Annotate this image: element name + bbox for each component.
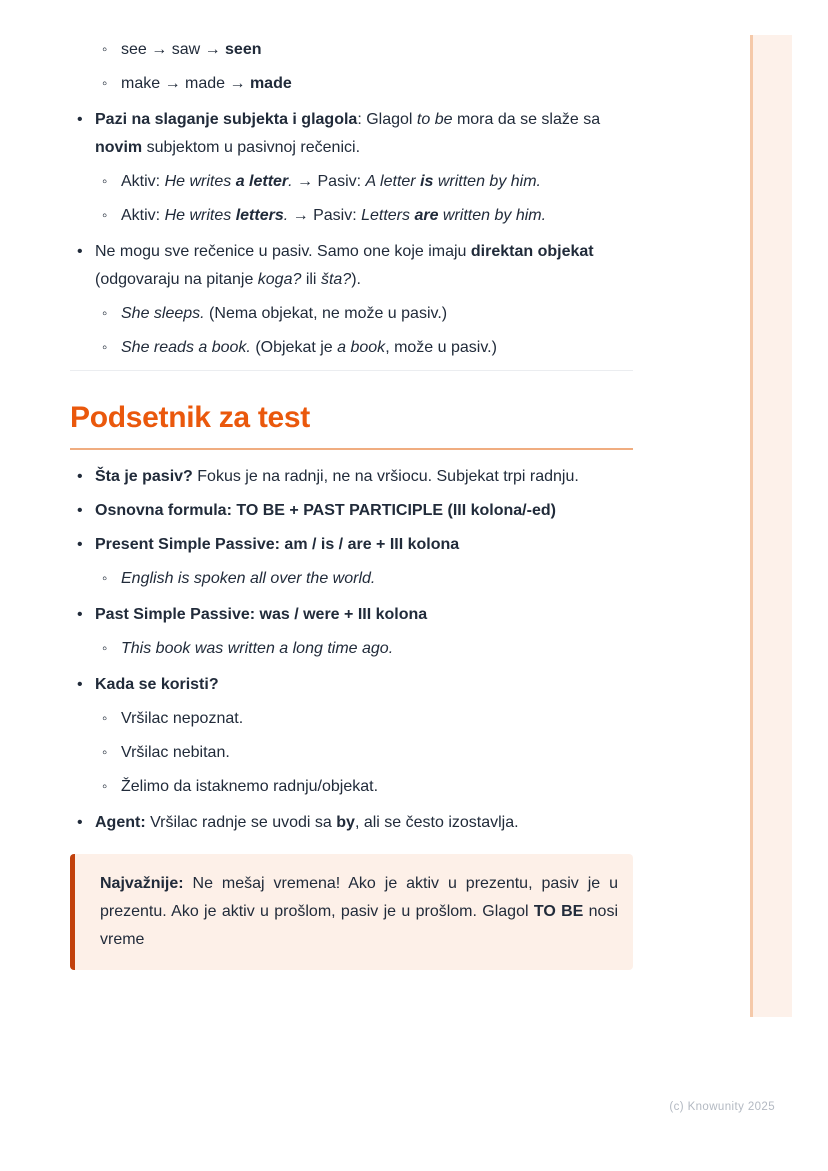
bullet-disc-icon: • xyxy=(77,606,83,623)
text-segment: . xyxy=(283,207,289,224)
test-reminder-list xyxy=(70,463,633,837)
text-segment: by xyxy=(336,814,355,831)
text-segment: is xyxy=(420,173,434,190)
text-segment: Aktiv: xyxy=(121,207,165,224)
decor-sidebar-bar xyxy=(750,35,792,1017)
list-item-text xyxy=(121,202,633,230)
important-callout xyxy=(70,854,633,970)
text-segment: Fokus je na radnji, ne na vršiocu. Subjekat trpi radnju. xyxy=(192,468,579,485)
text-segment: → Pasiv: xyxy=(288,207,362,224)
list-item-group xyxy=(70,531,633,593)
text-segment: → Pasiv: xyxy=(292,173,366,190)
list-item xyxy=(96,705,633,733)
text-segment: Ne mešaj vremena! Ako je aktiv u prezentu, pasiv je u prezentu. Ako je aktiv u prošlom, pasiv je u prošlom. Glagol xyxy=(100,875,618,920)
callout-text xyxy=(100,870,618,954)
bullet-disc-icon: • xyxy=(77,502,83,519)
text-segment: He writes xyxy=(164,173,236,190)
list-item-text xyxy=(121,739,633,767)
bullet-circle-icon: ◦ xyxy=(102,744,108,761)
list-item-text xyxy=(95,531,633,559)
bullet-circle-icon: ◦ xyxy=(102,305,108,322)
text-segment: see → saw → xyxy=(121,41,226,58)
list-item xyxy=(96,70,633,98)
text-segment: : Glagol xyxy=(357,111,417,128)
text-segment: . xyxy=(288,173,293,190)
bullet-disc-icon: • xyxy=(77,243,83,260)
list-item-group xyxy=(70,238,633,362)
bullet-disc-icon: • xyxy=(77,536,83,553)
text-segment: novim xyxy=(95,139,143,156)
bullet-circle-icon: ◦ xyxy=(102,41,108,58)
text-segment: Aktiv: xyxy=(121,173,165,190)
text-segment: Želimo da istaknemo radnju/objekat. xyxy=(121,778,379,795)
copyright-text: (c) Knowunity 2025 xyxy=(669,1101,775,1113)
list-item-text xyxy=(121,773,633,801)
text-segment: Vršilac nepoznat. xyxy=(121,710,244,727)
list-item xyxy=(70,238,633,294)
list-item-group xyxy=(70,106,633,230)
bullet-disc-icon: • xyxy=(77,111,83,128)
list-item xyxy=(96,36,633,64)
bullet-circle-icon: ◦ xyxy=(102,640,108,657)
list-item-group xyxy=(70,70,633,98)
text-segment: nosi vreme xyxy=(100,903,619,948)
text-segment: Kada se koristi? xyxy=(95,676,219,693)
text-segment: Past Simple Passive: was / were + III kolona xyxy=(95,606,428,623)
list-item-group xyxy=(70,36,633,64)
text-segment: a book xyxy=(337,339,386,356)
text-segment: ili xyxy=(301,271,321,288)
list-item-text xyxy=(121,635,633,663)
text-segment: ). xyxy=(351,271,361,288)
text-segment: (Nema objekat, ne može u pasiv.) xyxy=(204,305,448,322)
list-item-text xyxy=(121,334,633,362)
bullet-circle-icon: ◦ xyxy=(102,207,108,224)
bullet-circle-icon: ◦ xyxy=(102,339,108,356)
text-segment: A letter xyxy=(365,173,421,190)
page-footer xyxy=(669,1100,775,1114)
text-segment: Osnovna formula: TO BE + PAST PARTICIPLE (III kolona/-ed) xyxy=(95,502,556,519)
list-item-text xyxy=(95,809,633,837)
text-segment: Vršilac nebitan. xyxy=(121,744,230,761)
passive-rules-list xyxy=(70,106,633,362)
text-segment: This book was written a long time ago. xyxy=(121,640,394,657)
text-segment: šta? xyxy=(320,271,352,288)
list-item xyxy=(96,334,633,362)
text-segment: He writes xyxy=(164,207,236,224)
verb-forms-sublist xyxy=(70,36,633,98)
bullet-circle-icon: ◦ xyxy=(102,570,108,587)
list-item-text xyxy=(121,705,633,733)
list-item-text xyxy=(121,168,633,196)
bullet-disc-icon: • xyxy=(77,676,83,693)
text-segment: Agent: xyxy=(95,814,146,831)
text-segment: Najvažnije: xyxy=(100,875,184,892)
list-item xyxy=(70,809,633,837)
list-item xyxy=(70,106,633,162)
text-segment: (odgovaraju na pitanje xyxy=(95,271,258,288)
list-item-text xyxy=(121,36,633,64)
bullet-disc-icon: • xyxy=(77,814,83,831)
heading-underline xyxy=(70,448,633,450)
bullet-circle-icon: ◦ xyxy=(102,173,108,190)
list-item-group xyxy=(70,671,633,801)
list-item-group xyxy=(70,601,633,663)
list-item xyxy=(70,497,633,525)
list-item xyxy=(96,168,633,196)
list-item-group xyxy=(70,497,633,525)
text-segment: written by him. xyxy=(438,207,547,224)
text-segment: are xyxy=(414,207,439,224)
list-item xyxy=(96,739,633,767)
text-segment: koga? xyxy=(257,271,302,288)
text-segment: , ali se često izostavlja. xyxy=(354,814,519,831)
text-segment: mora da se slaže sa xyxy=(452,111,601,128)
text-segment: a letter xyxy=(235,173,289,190)
text-segment: made xyxy=(249,75,292,92)
list-item xyxy=(70,601,633,629)
list-item xyxy=(96,635,633,663)
text-segment: (Objekat je xyxy=(250,339,338,356)
text-segment: Letters xyxy=(361,207,415,224)
list-item xyxy=(70,671,633,699)
text-segment: Vršilac radnje se uvodi sa xyxy=(145,814,337,831)
list-item-text xyxy=(121,300,633,328)
list-item-text xyxy=(121,70,633,98)
list-item xyxy=(70,463,633,491)
list-item-text xyxy=(95,497,633,525)
section-divider xyxy=(70,370,633,371)
list-item xyxy=(96,565,633,593)
list-item-text xyxy=(95,463,633,491)
text-segment: subjektom u pasivnoj rečenici. xyxy=(142,139,361,156)
text-segment: English is spoken all over the world. xyxy=(121,570,376,587)
text-segment: Šta je pasiv? xyxy=(95,468,193,485)
list-item-text xyxy=(95,106,633,162)
list-item-text xyxy=(95,671,633,699)
list-item xyxy=(96,202,633,230)
list-item-text xyxy=(95,238,633,294)
list-item-text xyxy=(121,565,633,593)
list-item xyxy=(96,300,633,328)
bullet-circle-icon: ◦ xyxy=(102,710,108,727)
list-item-text xyxy=(95,601,633,629)
text-segment: TO BE xyxy=(533,903,584,920)
text-segment: She sleeps. xyxy=(121,305,205,322)
text-segment: Ne mogu sve rečenice u pasiv. Samo one koje imaju xyxy=(95,243,471,260)
bullet-circle-icon: ◦ xyxy=(102,75,108,92)
list-item xyxy=(70,531,633,559)
text-segment: direktan objekat xyxy=(470,243,594,260)
section-heading: Podsetnik za test xyxy=(70,401,310,434)
list-item xyxy=(96,773,633,801)
bullet-disc-icon: • xyxy=(77,468,83,485)
text-segment: make → made → xyxy=(121,75,250,92)
text-segment: Present Simple Passive: am / is / are + III kolona xyxy=(95,536,460,553)
text-segment: Pazi na slaganje subjekta i glagola xyxy=(95,111,358,128)
text-segment: , može u pasiv.) xyxy=(385,339,497,356)
text-segment: seen xyxy=(225,41,262,58)
bullet-circle-icon: ◦ xyxy=(102,778,108,795)
list-item-group xyxy=(70,809,633,837)
list-item-group xyxy=(70,463,633,491)
text-segment: to be xyxy=(416,111,453,128)
text-segment: written by him. xyxy=(433,173,541,190)
content-column xyxy=(70,36,633,970)
text-segment: letters xyxy=(235,207,284,224)
text-segment: She reads a book. xyxy=(121,339,251,356)
